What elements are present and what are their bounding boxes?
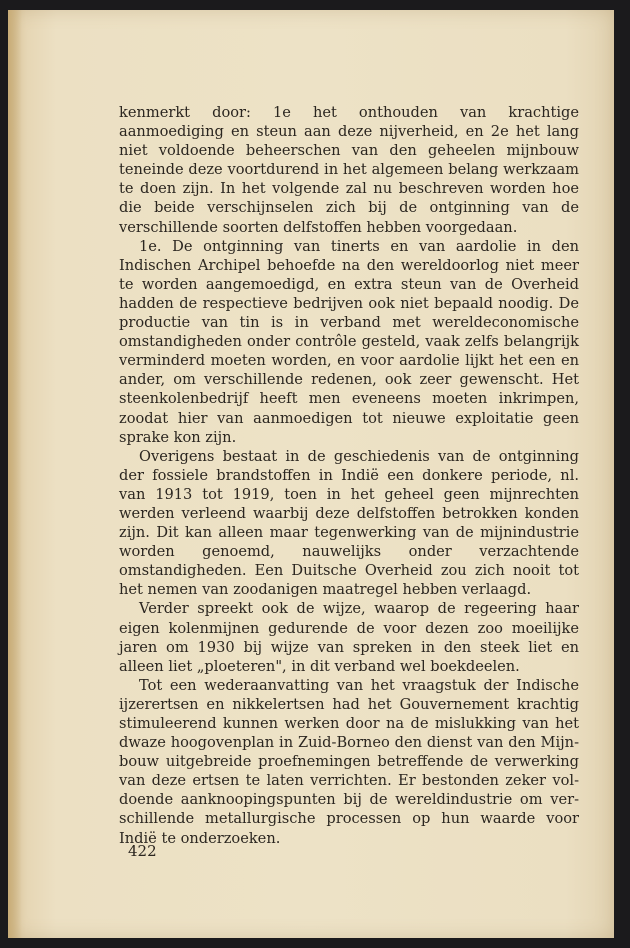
page-number: 422 <box>128 842 157 860</box>
paragraph-2: 1e. De ontginning van tinerts en van aardolie in den Indischen Archipel behoefde na den wereldoorlog niet meer te worden aangemoedigd, en extra steun van de Overheid hadden de respectieve bedrijven ook niet bepaald noodig. De productie van tin is in verband met wereldeconomische omstandigheden onder contrôle gesteld, vaak zelfs belangrijk verminderd moeten worden, en voor aardolie lijkt het een en ander, om verschillende redenen, ook zeer gewenscht. Het steenkolenbedrijf heeft men eveneens moeten inkrimpen, zoodat hier van aanmoedigen tot nieuwe exploitatie geen sprake kon zijn. <box>119 237 579 446</box>
paragraph-4: Verder spreekt ook de wijze, waarop de regeering haar eigen kolenmijnen gedurende de voor dezen zoo moeilijke jaren om 1930 bij wijze van spreken in den steek liet en alleen liet „ploeteren", in dit verband wel boekdeelen. <box>119 600 579 675</box>
paragraph-3: Overigens bestaat in de geschiedenis van de ontginning der fossiele brandstoffen in Indië een donkere periode, nl. van 1913 tot 1919, toen in het geheel geen mijnrechten werden verleend waarbij deze delfstoffen betrokken konden zijn. Dit kan alleen maar tegenwerking van de mijnindustrie worden genoemd, nauwelijks onder verzachtende omstandigheden. Een Duitsche Overheid zou zich nooit tot het nemen van zoodanigen maatregel hebben verlaagd. <box>119 447 579 599</box>
paragraph-5: Tot een wederaanvatting van het vraagstuk der Indische ijzerertsen en nikkelertsen had het Gouvernement krachtig stimuleerend kunnen werken door na de mislukking van het dwaze hoogovenplan in Zuid-Borneo den dienst van den Mijnbouw uitgebreide proefnemingen betreffende de verwerking van deze ertsen te laten verrichten. Er bestonden zeker voldoende aanknoopingspunten bij de wereldindustrie om verschillende metallurgische processen op hun waarde voor Indië te onderzoeken. <box>119 676 579 847</box>
body-text <box>119 103 579 848</box>
book-page <box>8 10 614 938</box>
paragraph-1: kenmerkt door: 1e het onthouden van krachtige aanmoediging en steun aan deze nijverheid, en 2e het lang niet voldoende beheerschen van den geheelen mijnbouw teneinde deze voortdurend in het algemeen belang werkzaam te doen zijn. In het volgende zal nu beschreven worden hoe die beide verschijnselen zich bij de ontginning van de verschillende soorten delfstoffen hebben voorgedaan. <box>119 104 579 236</box>
page-binding-shadow <box>8 10 22 938</box>
